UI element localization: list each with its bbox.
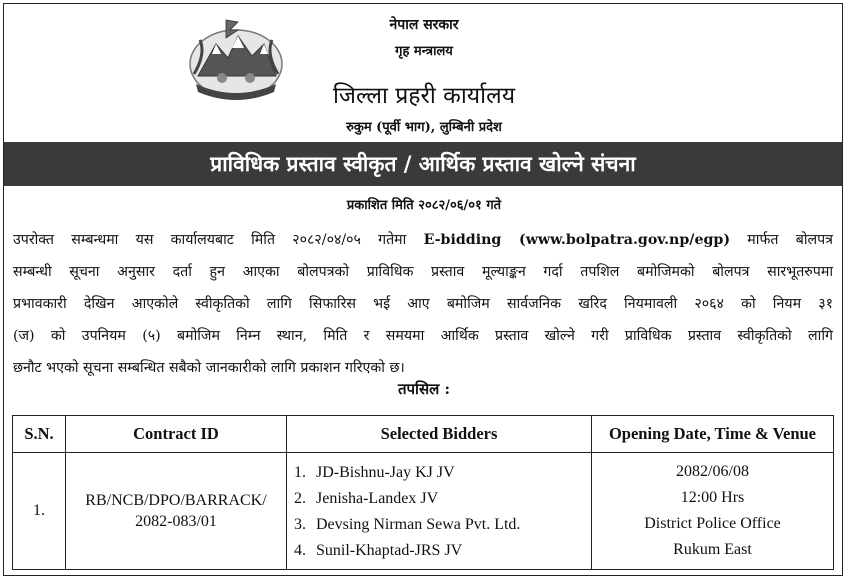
notice-title-banner bbox=[4, 142, 842, 186]
body-line-2: सम्बन्धी सूचना अनुसार दर्ता हुन आएका बोलपत्रको प्राविधिक प्रस्ताव मूल्याङ्कन गर्दा तपशिल बमोजिमको बोलपत्र सारभूतरुपमा bbox=[13, 264, 833, 280]
contract-id-line-1: RB/NCB/DPO/BARRACK/ bbox=[85, 492, 267, 509]
header-selected-bidders: Selected Bidders bbox=[287, 416, 592, 453]
office-name: जिल्ला प्रहरी कार्यालय bbox=[332, 83, 516, 109]
table-header-row bbox=[13, 416, 834, 453]
bidder-name: JD-Bishnu-Jay KJ JV bbox=[316, 464, 455, 481]
bidder-name: Jenisha-Landex JV bbox=[316, 490, 439, 507]
published-date: प्रकाशित मिति २०८२/०६/०१ गते bbox=[346, 198, 502, 213]
bidder-number: 1. bbox=[294, 464, 306, 481]
body-line-1-end: मार्फत बोलपत्र bbox=[747, 232, 834, 248]
notice-body bbox=[13, 224, 833, 384]
body-line-3: प्रभावकारी देखिन आएकोले स्वीकृतिको लागि सिफारिस भई आए बमोजिम सार्वजनिक खरिद नियमावली २०६४ को नियम ३१ bbox=[13, 296, 833, 312]
venue-line-1: District Police Office bbox=[644, 515, 781, 532]
body-line-4: (ज) को उपनियम (५) बमोजिम निम्न स्थान, मिति र समयमा आर्थिक प्रस्ताव खोल्ने गरी प्राविधिक प्रस्ताव स्वीकृतिको लागि bbox=[13, 328, 833, 344]
bid-table bbox=[12, 415, 834, 570]
header-sn: S.N. bbox=[13, 416, 66, 453]
list-item bbox=[294, 538, 590, 564]
header-contract-id: Contract ID bbox=[66, 416, 287, 453]
body-line-1 bbox=[13, 224, 833, 256]
opening-date: 2082/06/08 bbox=[676, 463, 749, 480]
details-heading: तपसिल : bbox=[397, 380, 451, 398]
bidder-list bbox=[288, 454, 590, 568]
bidder-number: 4. bbox=[294, 542, 306, 559]
list-item bbox=[294, 486, 590, 512]
bidder-name: Sunil-Khaptad-JRS JV bbox=[316, 542, 463, 559]
bidder-name: Devsing Nirman Sewa Pvt. Ltd. bbox=[316, 516, 521, 533]
row-contract-id bbox=[66, 453, 287, 570]
row-bidders bbox=[287, 453, 592, 570]
table-row bbox=[13, 453, 834, 570]
contract-id-line-2: 2082-083/01 bbox=[135, 513, 217, 530]
government-name: नेपाल सरकार bbox=[389, 17, 459, 33]
header-opening-venue: Opening Date, Time & Venue bbox=[592, 416, 834, 453]
list-item bbox=[294, 460, 590, 486]
body-line-1-text: उपरोक्त सम्बन्धमा यस कार्यालयबाट मिति २०८२/०४/०५ गतेमा bbox=[13, 232, 407, 248]
opening-time: 12:00 Hrs bbox=[680, 489, 745, 506]
office-address: रुकुम (पूर्वी भाग), लुम्बिनी प्रदेश bbox=[346, 120, 502, 135]
notice-title: प्राविधिक प्रस्ताव स्वीकृत / आर्थिक प्रस्ताव खोल्ने संचना bbox=[210, 152, 636, 176]
venue-line-2: Rukum East bbox=[673, 541, 752, 558]
egp-link-text: E-bidding (www.bolpatra.gov.np/egp) bbox=[423, 232, 731, 248]
row-opening-venue bbox=[592, 453, 834, 570]
bidder-number: 2. bbox=[294, 490, 306, 507]
bidder-number: 3. bbox=[294, 516, 306, 533]
row-sn: 1. bbox=[13, 453, 66, 570]
body-line-5: छनौट भएको सूचना सम्बन्धित सबैको जानकारीको लागि प्रकाशन गरिएको छ। bbox=[13, 360, 405, 376]
list-item bbox=[294, 512, 590, 538]
ministry-name: गृह मन्त्रालय bbox=[395, 44, 453, 59]
